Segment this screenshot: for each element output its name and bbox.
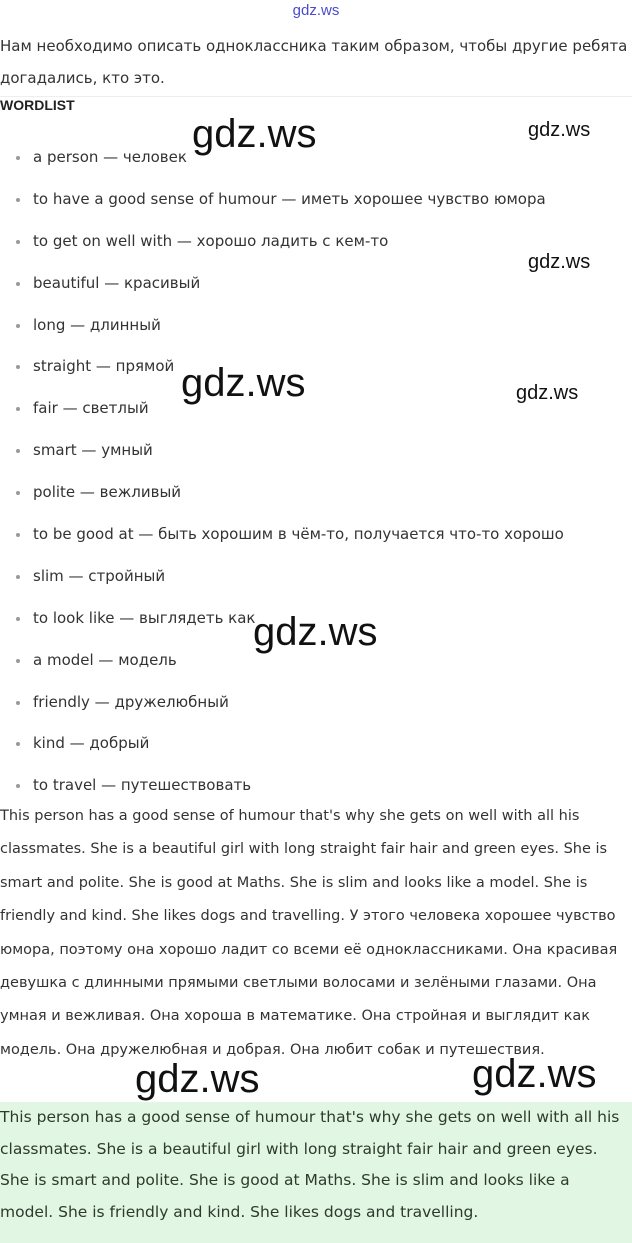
paragraph-with-translation: This person has a good sense of humour that's why she gets on well with all his classmates. She is a beautiful girl with long straight fair hair and green eyes. She is smart and polite. She is good at Maths. She is slim and looks like a model. She is friendly and kind. She likes dogs and travelling. У этого человека хорошее чувство юмора, поэтому она хорошо ладит со всеми её одноклассниками. Она красивая девушка с длинными прямыми светлыми волосами и зелёными глазами. Она умная и вежливая. Она хороша в математике. Она стройная и выглядит как модель. Она дружелюбная и добрая. Она любит собак и путешествия. (0, 808, 618, 1058)
bullet-icon (16, 575, 20, 579)
answer-box (0, 1102, 632, 1243)
bullet-icon (16, 533, 20, 537)
wordlist-item (0, 556, 564, 598)
wordlist-item (0, 221, 564, 263)
watermark: gdz.ws (472, 1052, 597, 1096)
wordlist-item-text: a model — модель (33, 650, 177, 669)
divider (0, 96, 632, 97)
wordlist-heading: WORDLIST (0, 97, 75, 113)
watermark: gdz.ws (528, 251, 591, 273)
bullet-icon (16, 156, 20, 160)
wordlist-item-text: to get on well with — хорошо ладить с кем-то (33, 231, 389, 250)
bullet-icon (16, 491, 20, 495)
bullet-icon (16, 407, 20, 411)
bullet-icon (16, 659, 20, 663)
wordlist-item-text: long — длинный (33, 315, 161, 334)
bullet-icon (16, 701, 20, 705)
wordlist-item (0, 179, 564, 221)
bullet-icon (16, 449, 20, 453)
watermark: gdz.ws (528, 119, 591, 141)
wordlist-item (0, 472, 564, 514)
wordlist-item (0, 305, 564, 347)
wordlist-item-text: a person — человек (33, 148, 187, 166)
header-watermark: gdz.ws (292, 2, 340, 19)
wordlist-item-text: kind — добрый (33, 734, 150, 753)
wordlist-item (0, 682, 564, 724)
bullet-icon (16, 617, 20, 621)
wordlist-item-text: to have a good sense of humour — иметь хорошее чувство юмора (33, 189, 546, 208)
wordlist-item (0, 514, 564, 556)
wordlist-item-text: to look like — выглядеть как (33, 608, 256, 627)
wordlist-item-text: to be good at — быть хорошим в чём-то, получается что-то хорошо (33, 525, 564, 544)
watermark: gdz.ws (135, 1057, 260, 1101)
wordlist-item-text: slim — стройный (33, 566, 166, 585)
bullet-icon (16, 324, 20, 328)
wordlist-item-text: beautiful — красивый (33, 273, 201, 292)
watermark: gdz.ws (181, 361, 306, 405)
wordlist-item-text: polite — вежливый (33, 483, 182, 502)
bullet-icon (16, 365, 20, 369)
answer-text: This person has a good sense of humour that's why she gets on well with all his classmates. She is a beautiful girl with long straight fair hair and green eyes. She is smart and polite. She is good at Maths. She is slim and looks like a model. She is friendly and kind. She likes dogs and travelling. (0, 1108, 620, 1221)
bullet-icon (16, 742, 20, 746)
watermark: gdz.ws (253, 610, 378, 654)
wordlist-item (0, 723, 564, 765)
wordlist (0, 137, 564, 807)
wordlist-item-text: straight — прямой (33, 357, 175, 376)
bullet-icon (16, 784, 20, 788)
watermark: gdz.ws (192, 112, 317, 156)
bullet-icon (16, 198, 20, 202)
bullet-icon (16, 282, 20, 286)
wordlist-item-text: smart — умный (33, 441, 153, 460)
wordlist-item (0, 263, 564, 305)
wordlist-item-text: fair — светлый (33, 399, 149, 418)
wordlist-item (0, 430, 564, 472)
wordlist-item-text: friendly — дружелюбный (33, 692, 229, 711)
wordlist-item-text: to travel — путешествовать (33, 776, 252, 795)
intro-text: Нам необходимо описать одноклассника таким образом, чтобы другие ребята догадались, кто это. (0, 37, 628, 87)
bullet-icon (16, 240, 20, 244)
watermark: gdz.ws (516, 382, 579, 404)
